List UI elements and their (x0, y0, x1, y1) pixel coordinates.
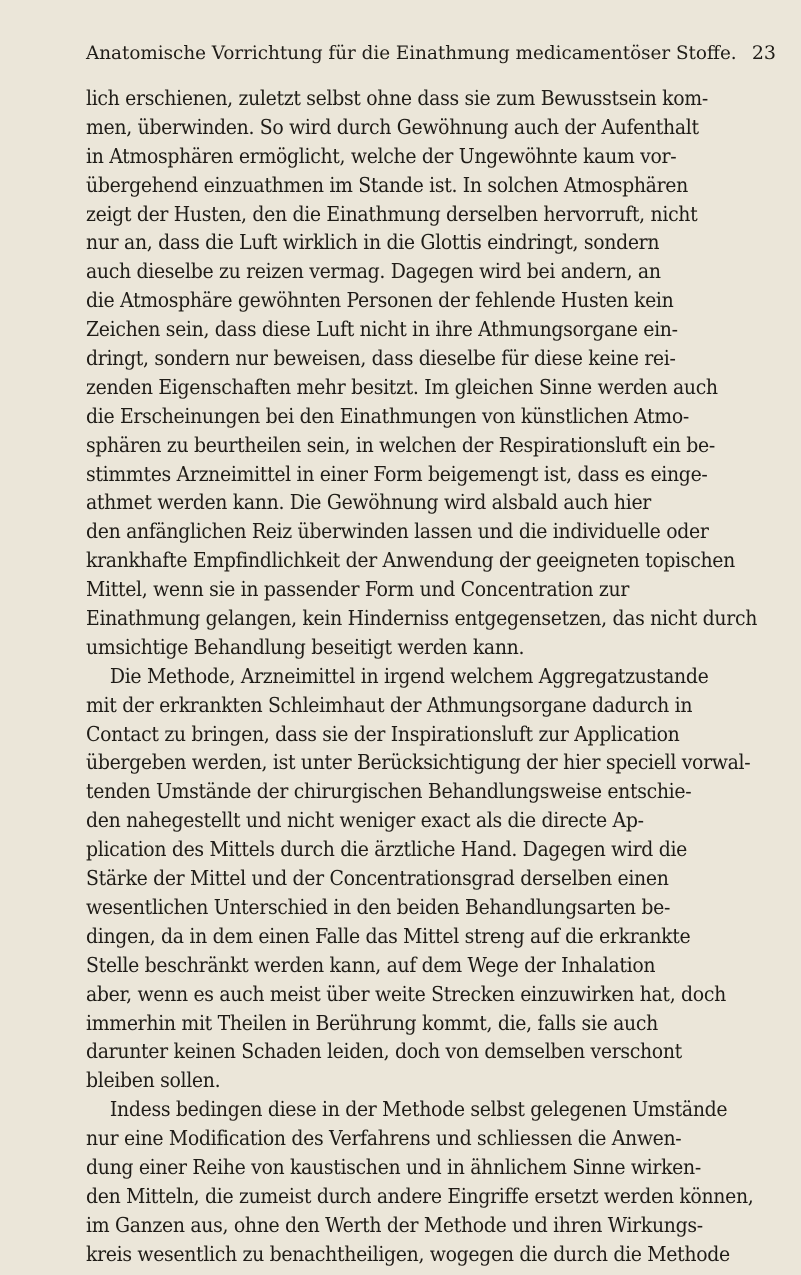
text-line: athmet werden kann. Die Gewöhnung wird alsbald auch hier (86, 490, 651, 515)
text-line: men, überwinden. So wird durch Gewöhnung auch der Aufenthalt (86, 114, 699, 139)
text-line: darunter keinen Schaden leiden, doch von demselben verschont (86, 1039, 682, 1064)
text-line: plication des Mittels durch die ärztliche Hand. Dagegen wird die (86, 837, 688, 862)
text-line: zeigt der Husten, den die Einathmung derselben hervorruft, nicht (86, 201, 698, 226)
text-line: sphären zu beurtheilen sein, in welchen der Respirationsluft ein be- (86, 432, 715, 457)
text-line: mit der erkrankten Schleimhaut der Athmungsorgane dadurch in (86, 692, 693, 717)
body-text (86, 84, 776, 1269)
text-line: tenden Umstände der chirurgischen Behandlungsweise entschie- (86, 779, 692, 804)
text-line: stimmtes Arzneimittel in einer Form beigemengt ist, dass es einge- (86, 461, 708, 486)
text-line: Zeichen sein, dass diese Luft nicht in ihre Athmungsorgane ein- (86, 317, 678, 342)
text-line: nur an, dass die Luft wirklich in die Glottis eindringt, sondern (86, 230, 660, 255)
text-line: kreis wesentlich zu benachtheiligen, wogegen die durch die Methode (86, 1241, 730, 1266)
text-line: die Atmosphäre gewöhnten Personen der fehlende Husten kein (86, 288, 674, 313)
page-header (86, 38, 776, 68)
text-line: den anfänglichen Reiz überwinden lassen und die individuelle oder (86, 519, 709, 544)
text-line: den Mitteln, die zumeist durch andere Eingriffe ersetzt werden können, (86, 1183, 754, 1208)
text-line: bleiben sollen. (86, 1068, 221, 1093)
text-line: übergehend einzuathmen im Stande ist. In solchen Atmosphären (86, 172, 688, 197)
text-line: zenden Eigenschaften mehr besitzt. Im gleichen Sinne werden auch (86, 374, 718, 399)
text-line: Die Methode, Arzneimittel in irgend welchem Aggregatzustande (109, 663, 709, 688)
text-line: krankhafte Empfindlichkeit der Anwendung der geeigneten topischen (86, 548, 735, 573)
text-line: die Erscheinungen bei den Einathmungen von künstlichen Atmo- (86, 403, 689, 428)
text-line: Indess bedingen diese in der Methode selbst gelegenen Umstände (109, 1097, 728, 1122)
text-line: dringt, sondern nur beweisen, dass dieselbe für diese keine rei- (86, 346, 676, 371)
text-line: Mittel, wenn sie in passender Form und Concentration zur (86, 577, 630, 602)
text-line: den nahegestellt und nicht weniger exact als die directe Ap- (86, 808, 644, 833)
text-line: lich erschienen, zuletzt selbst ohne dass sie zum Bewusstsein kom- (86, 86, 708, 110)
text-line: dung einer Reihe von kaustischen und in ähnlichem Sinne wirken- (86, 1154, 701, 1179)
page-number: 23 (751, 42, 776, 64)
text-line: immerhin mit Theilen in Berührung kommt, die, falls sie auch (86, 1010, 658, 1035)
text-line: aber, wenn es auch meist über weite Strecken einzuwirken hat, doch (86, 981, 726, 1006)
text-line: Einathmung gelangen, kein Hinderniss entgegensetzen, das nicht durch (86, 606, 758, 631)
text-line: Stärke der Mittel und der Concentrationsgrad derselben einen (86, 866, 669, 891)
text-line: nur eine Modification des Verfahrens und schliessen die Anwen- (86, 1126, 682, 1151)
text-line: in Atmosphären ermöglicht, welche der Ungewöhnte kaum vor- (86, 143, 677, 168)
text-line: auch dieselbe zu reizen vermag. Dagegen wird bei andern, an (86, 259, 661, 284)
text-line: Stelle beschränkt werden kann, auf dem Wege der Inhalation (86, 952, 656, 977)
text-line: wesentlichen Unterschied in den beiden Behandlungsarten be- (86, 894, 671, 919)
text-line: umsichtige Behandlung beseitigt werden kann. (86, 634, 525, 659)
text-line: Contact zu bringen, dass sie der Inspirationsluft zur Application (86, 721, 680, 746)
text-line: dingen, da in dem einen Falle das Mittel streng auf die erkrankte (86, 923, 691, 948)
text-line: übergeben werden, ist unter Berücksichtigung der hier speciell vorwal- (86, 750, 751, 775)
running-title: Anatomische Vorrichtung für die Einathmung medicamentöser Stoffe. (86, 42, 737, 64)
text-line: im Ganzen aus, ohne den Werth der Methode und ihren Wirkungs- (86, 1212, 703, 1237)
